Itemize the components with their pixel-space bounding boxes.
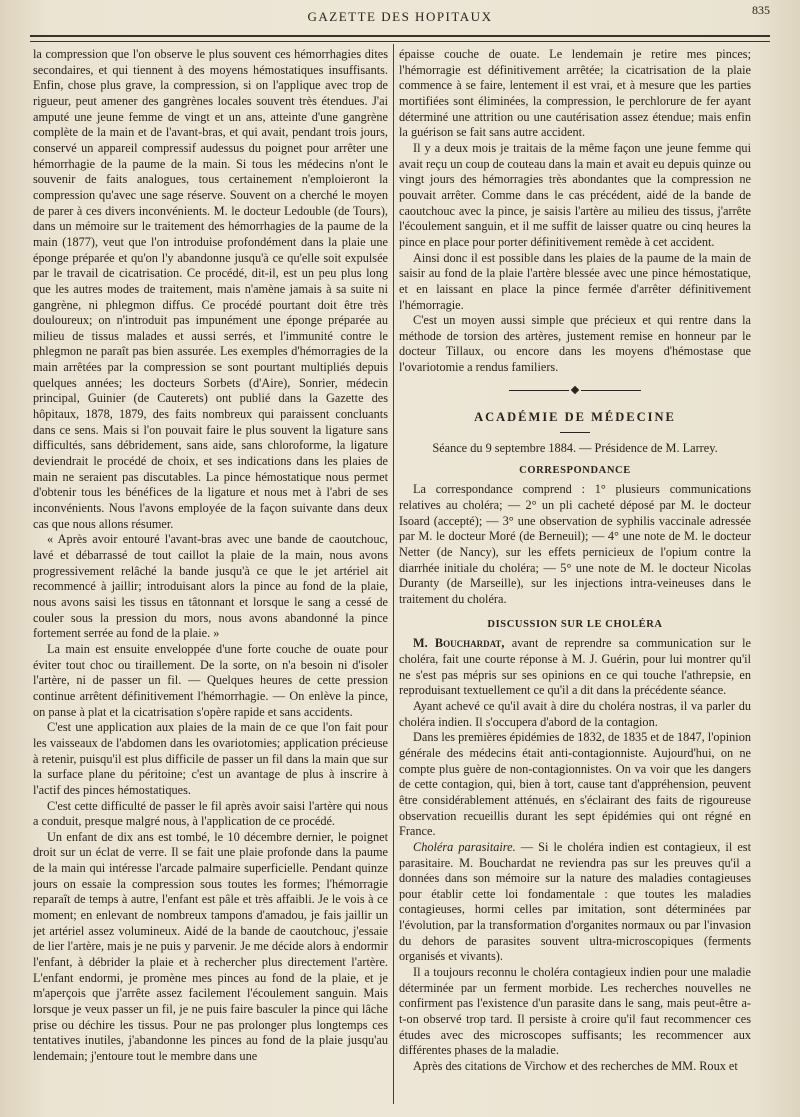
paragraph-text: — Si le choléra indien est contagieux, il est parasitaire. M. Bouchardat ne reviendra pas sur les preuves qu'il a données dans son mémoire sur la nature des maladies contagieuses pour établir cette loi fondamentale : que toutes les maladies contagieuses, hormi celles par imitation, sont déterminées par l'évolution, par la transformation d'organites normaux ou par l'invasion du dehors de parasites souvent ultra-microscopiques (ferments organisés et vivants). [399, 839, 751, 964]
paragraph [399, 636, 751, 699]
paragraph: la compression que l'on observe le plus souvent ces hémorrhagies dites secondaires, et qui tiennent à des moyens hémostatiques insuffisants. Enfin, chose plus grave, la compression, si on l'applique avec trop de rigueur, peut amener des gangrènes locales souvent très étendues. J'ai amputé une jeune femme de vingt et un ans, atteinte d'une gangrène complète de la main et de l'avant-bras, et qui avait, pendant trois jours, conservé un appareil compressif audessus du poignet pour arrêter une hémorrhagie de la paume de la main. Si tous les médecins n'ont le souvenir de faits analogues, tous certainement n'emploieront la compression qu'avec une sage réserve. Souvent on a cherché le moyen de parer à ces divers inconvénients. M. le docteur Ledouble (de Tours), dans un mémoire sur le traitement des hémorrhagies de la paume de la main (1877), veut que l'on introduise profondément dans la plaie une éponge préparée et qu'on l'y abandonne jusqu'à ce qu'elle soit expulsée par le travail de cicatrisation. Ce procédé, dit-il, est un peu plus long que les autres modes de traitement, mais n'amène jamais à sa suite ni gangrène, ni phlegmon diffus. Ce procédé pourtant doit être très douloureux; on n'introduit pas impunément une éponge préparée au milieu de tissus malades et aussi serrés, et l'immunité contre le phlegmon ne paraît pas bien assurée. Les exemples d'hémorragies de la main arrêtées par la compression se sont pourtant multipliés depuis quelques années; les docteurs Sorbets (d'Aire), Sonrier, médecin principal, Guinier (de Cauterets) ont publié dans la Gazette des hôpitaux, 1878, 1879, des faits nombreux qui paraissent concluants dans ce sens. Mais si l'on pouvait faire le plus souvent la ligature sans difficultés, sans débridement, sans aide, sans chloroforme, la ligature deviendrait le procédé de choix, et ses indications dans les plaies de main ne seraient pas discutables. La pince hémostatique nous permet d'obtenir tous les bénéfices de la ligature et nous met à l'abri de ses inconvénients. Nous l'avons employée de la façon suivante dans deux cas que nous allons résumer. [33, 47, 388, 531]
right-column [399, 47, 751, 1107]
paragraph: Dans les premières épidémies de 1832, de 1835 et de 1847, l'opinion générale des médecins était anti-contagionniste. Aujourd'hui, on ne compte plus guère de non-contagionnistes. On va voir que les dangers de cette contagion, qui, bien à tort, cause tant d'appréhension, peuvent être considérablement atténués, en s'éclairant des faits de rigoureuse observation recueillis durant les sept épidémies qui ont régné en France. [399, 730, 751, 839]
paragraph: Il y a deux mois je traitais de la même façon une jeune femme qui avait reçu un coup de couteau dans la main et avait eu depuis quinze ou vingt jours des hémorragies très abondantes que la compression ne pouvait arrêter. Comme dans le cas précédent, aidé de la bande de caoutchouc avec la pince, je saisis l'artère au milieu des tissus, j'arrête l'écoulement sanguin, et il me suffit de laisser quatre ou cinq heures la pince en place pour porter définitivement remède à cet accident. [399, 140, 751, 249]
paragraph: C'est cette difficulté de passer le fil après avoir saisi l'artère qui nous a conduit, presque malgré nous, à l'application de ce procédé. [33, 798, 388, 829]
speaker-name: M. Bouchardat, [413, 636, 505, 651]
subheading-correspondance: CORRESPONDANCE [519, 464, 631, 476]
paragraph: Ainsi donc il est possible dans les plaies de la paume de la main de saisir au fond de la plaie l'artère blessée avec une pince hémostatique, et en laissant en place la pince fermée d'arrêter définitivement l'hémorragie. [399, 250, 751, 312]
header-rule [30, 35, 770, 37]
seance-line: Séance du 9 septembre 1884. — Présidence de M. Larrey. [432, 441, 718, 456]
section-heading-academie: ACADÉMIE DE MÉDECINE [474, 410, 676, 425]
paragraph: Il a toujours reconnu le choléra contagieux indien pour une maladie déterminée par un ferment morbide. Les recherches nouvelles ne confirment pas l'existence d'un parasite dans le sang, mais peut-être a-t-on observé trop tard. Il persiste à croire qu'il faut recommencer ces études avec des microscopes suffisants; les recommencer aux différentes phases de la maladie. [399, 965, 751, 1058]
paragraph: Un enfant de dix ans est tombé, le 10 décembre dernier, le poignet droit sur un éclat de verre. Il se fait une plaie profonde dans la paume de la main qui intéresse l'arcade palmaire superficielle. Pendant quinze jours on essaie la compression sous toutes les formes; l'hémorragie reparaît de temps à autre, l'enfant est pâle et très affaibli. Je le vois à ce moment; en enlevant de nombreux tampons d'amadou, je fais jaillir un jet artériel assez volumineux. Aidé de la bande de caoutchouc, j'essaie de lier l'artère, mais je ne puis y parvenir. Je me décide alors à endormir l'enfant, à débrider la plaie et à rechercher plus directement l'artère. L'enfant endormi, je promène mes pinces au fond de la plaie, et je m'aperçois que j'arrête assez facilement l'écoulement sanguin. Mais lorsque je veux passer un fil, je ne puis faire basculer la pince qui lâche prise ou déchire les tissus. Pour ne pas prolonger plus longtemps ces tentatives inutiles, j'abandonne les pinces au fond de la plaie jusqu'au lendemain; j'entoure tout le membre dans une [33, 829, 388, 1063]
italic-label: Choléra parasitaire. [413, 839, 516, 854]
header-rule-thin [30, 41, 770, 42]
paragraph: Après des citations de Virchow et des recherches de MM. Roux et [413, 1059, 738, 1074]
page-number: 835 [752, 3, 770, 17]
heading-rule [560, 432, 590, 433]
column-divider [393, 44, 394, 1104]
paragraph-text: avant de reprendre sa communication sur le choléra, fait une courte réponse à M. J. Guérin, pour lui montrer qu'il ne s'est pas mépris sur ses opinions en ce qui touche l'athrepsie, en reproduisant textuellement ce qu'il a dit dans la précédente séance. [399, 636, 751, 698]
paragraph [399, 840, 751, 965]
journal-title: GAZETTE DES HOPITAUX [307, 9, 493, 24]
left-column [33, 47, 388, 1107]
paragraph: C'est une application aux plaies de la main de ce que l'on fait pour les vaisseaux de l'abdomen dans les ovariotomies; application précieuse à retenir, puisqu'il est plus difficile de passer un fil dans la main que sur la surface plane du péritoine; c'est un avantage de plus à inscrire à l'actif des pinces hémostatiques. [33, 720, 388, 797]
section-separator [399, 383, 751, 399]
paragraph: C'est un moyen aussi simple que précieux et qui rentre dans la méthode de torsion des artères, justement remise en honneur par le docteur Tillaux, ou encore dans les moyens d'hémostase que l'ovariotomie a rendus familiers. [399, 313, 751, 375]
paragraph: épaisse couche de ouate. Le lendemain je retire mes pinces; l'hémorragie est définitivement arrêtée; la cicatrisation de la plaie commence à se faire, lentement il est vrai, et à mesure que les parties mortifiées sont éliminées, la compression, le perchlorure de fer ayant déterminé une attrition ou une cautérisation assez étendue; mais enfin la guérison se fait sans autre accident. [399, 47, 751, 140]
paragraph: La main est ensuite enveloppée d'une forte couche de ouate pour éviter tout choc ou tiraillement. De la sorte, on n'a besoin ni d'isoler l'artère, ni de passer un fil. — Quelques heures de cette pression continue arrêtent définitivement l'hémorrhagie. — On enlève la pince, on panse à plat et la cicatrisation s'opère rapide et sans accidents. [33, 641, 388, 719]
page-header [30, 0, 770, 30]
paragraph: « Après avoir entouré l'avant-bras avec une bande de caoutchouc, lavé et débarrassé de tout caillot la plaie de la main, nous avons progressivement relâché la bande jusqu'à ce que le jet artériel ait recommencé à jaillir; introduisant alors la pince au fond de la plaie, nous avons saisi les tissus en tâtonnant et lorsque le sang a cessé de couler sous la pression du mors, nous avons abandonné la pince fortement serrée au fond de la plaie. » [33, 532, 388, 641]
subheading-discussion: DISCUSSION SUR LE CHOLÉRA [487, 618, 663, 630]
paragraph: Ayant achevé ce qu'il avait à dire du choléra nostras, il va parler du choléra indien. Il s'occupera d'abord de la contagion. [399, 698, 751, 729]
paragraph: La correspondance comprend : 1° plusieurs communications relatives au choléra; — 2° un pli cacheté déposé par M. le docteur Isoard (accepté); — 3° une observation de syphilis vaccinale adressée par M. le docteur Moré (de Berneuil); — 4° une note de M. le docteur Netter (de Nancy), sur les effets pernicieux de l'opium contre la diarrhée initiale du choléra; — 5° une note de M. le docteur Nicolas Duranty (de Marseille), sur les injections intra-veineuses dans le traitement du choléra. [399, 482, 751, 606]
